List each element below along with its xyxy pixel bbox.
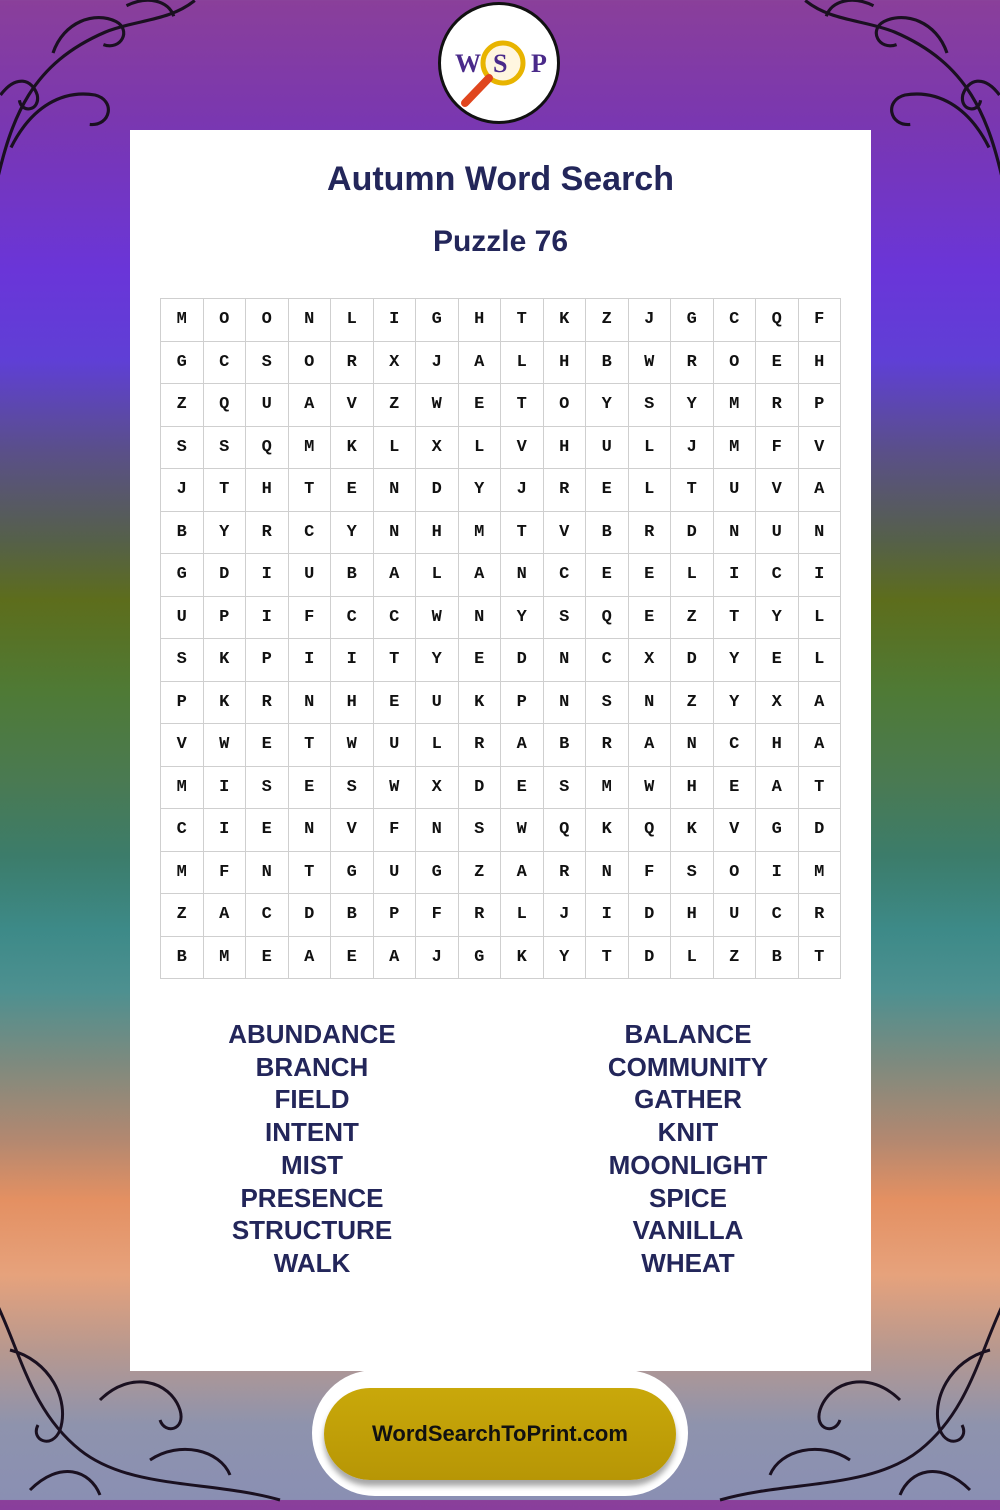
- grid-cell[interactable]: O: [544, 384, 587, 427]
- grid-cell[interactable]: G: [756, 809, 799, 852]
- grid-cell[interactable]: J: [671, 427, 714, 470]
- grid-cell[interactable]: C: [756, 894, 799, 937]
- grid-cell[interactable]: A: [501, 724, 544, 767]
- grid-cell[interactable]: Z: [671, 682, 714, 725]
- grid-cell[interactable]: A: [459, 342, 502, 385]
- grid-cell[interactable]: I: [246, 554, 289, 597]
- grid-cell[interactable]: L: [671, 937, 714, 980]
- grid-cell[interactable]: A: [289, 937, 332, 980]
- grid-cell[interactable]: U: [374, 724, 417, 767]
- grid-cell[interactable]: N: [586, 852, 629, 895]
- grid-cell[interactable]: P: [799, 384, 842, 427]
- grid-cell[interactable]: R: [544, 852, 587, 895]
- grid-cell[interactable]: X: [629, 639, 672, 682]
- grid-cell[interactable]: K: [204, 639, 247, 682]
- grid-cell[interactable]: M: [161, 299, 204, 342]
- grid-cell[interactable]: B: [586, 512, 629, 555]
- grid-cell[interactable]: H: [331, 682, 374, 725]
- grid-cell[interactable]: K: [204, 682, 247, 725]
- grid-cell[interactable]: B: [586, 342, 629, 385]
- grid-cell[interactable]: M: [714, 427, 757, 470]
- grid-cell[interactable]: V: [331, 384, 374, 427]
- grid-cell[interactable]: R: [459, 894, 502, 937]
- word-item: BRANCH: [255, 1051, 369, 1082]
- grid-cell[interactable]: F: [204, 852, 247, 895]
- grid-cell[interactable]: Y: [756, 597, 799, 640]
- grid-cell[interactable]: S: [629, 384, 672, 427]
- word-item: PRESENCE: [240, 1182, 384, 1213]
- puzzle-subtitle: Puzzle 76: [432, 225, 569, 258]
- grid-cell[interactable]: A: [629, 724, 672, 767]
- grid-cell[interactable]: N: [714, 512, 757, 555]
- grid-cell[interactable]: J: [416, 342, 459, 385]
- grid-cell[interactable]: V: [544, 512, 587, 555]
- letter-grid: [160, 298, 841, 979]
- grid-cell[interactable]: R: [331, 342, 374, 385]
- grid-cell[interactable]: V: [161, 724, 204, 767]
- grid-cell[interactable]: E: [331, 937, 374, 980]
- grid-cell[interactable]: H: [416, 512, 459, 555]
- grid-cell[interactable]: T: [289, 852, 332, 895]
- grid-cell[interactable]: Y: [714, 682, 757, 725]
- grid-cell[interactable]: W: [416, 384, 459, 427]
- grid-cell[interactable]: Y: [416, 639, 459, 682]
- word-item: INTENT: [265, 1117, 359, 1148]
- grid-cell[interactable]: K: [671, 809, 714, 852]
- grid-cell[interactable]: N: [416, 809, 459, 852]
- grid-cell[interactable]: S: [544, 767, 587, 810]
- grid-cell[interactable]: G: [161, 554, 204, 597]
- grid-cell[interactable]: M: [714, 384, 757, 427]
- grid-cell[interactable]: B: [161, 512, 204, 555]
- puzzle-title: Autumn Word Search: [327, 160, 674, 198]
- grid-cell[interactable]: R: [586, 724, 629, 767]
- grid-cell[interactable]: Z: [586, 299, 629, 342]
- grid-cell[interactable]: G: [459, 937, 502, 980]
- grid-cell[interactable]: T: [289, 724, 332, 767]
- grid-cell[interactable]: L: [671, 554, 714, 597]
- grid-cell[interactable]: G: [416, 852, 459, 895]
- grid-cell[interactable]: X: [416, 427, 459, 470]
- grid-cell[interactable]: U: [416, 682, 459, 725]
- grid-cell[interactable]: F: [374, 809, 417, 852]
- grid-cell[interactable]: N: [289, 682, 332, 725]
- grid-cell[interactable]: Q: [586, 597, 629, 640]
- site-logo[interactable]: [438, 2, 560, 124]
- grid-cell[interactable]: U: [246, 384, 289, 427]
- grid-cell[interactable]: Y: [586, 384, 629, 427]
- grid-cell[interactable]: S: [161, 427, 204, 470]
- grid-cell[interactable]: C: [289, 512, 332, 555]
- grid-cell[interactable]: Y: [671, 384, 714, 427]
- grid-cell[interactable]: U: [374, 852, 417, 895]
- grid-cell[interactable]: K: [331, 427, 374, 470]
- grid-cell[interactable]: R: [246, 512, 289, 555]
- grid-cell[interactable]: I: [756, 852, 799, 895]
- grid-cell[interactable]: T: [501, 384, 544, 427]
- grid-cell[interactable]: T: [501, 299, 544, 342]
- grid-cell[interactable]: D: [671, 639, 714, 682]
- grid-cell[interactable]: K: [459, 682, 502, 725]
- grid-cell[interactable]: C: [586, 639, 629, 682]
- grid-cell[interactable]: L: [374, 427, 417, 470]
- grid-cell[interactable]: R: [671, 342, 714, 385]
- grid-cell[interactable]: A: [799, 724, 842, 767]
- grid-cell[interactable]: M: [586, 767, 629, 810]
- grid-cell[interactable]: G: [331, 852, 374, 895]
- grid-cell[interactable]: C: [374, 597, 417, 640]
- grid-cell[interactable]: A: [374, 937, 417, 980]
- grid-cell[interactable]: N: [671, 724, 714, 767]
- grid-cell[interactable]: S: [204, 427, 247, 470]
- grid-cell[interactable]: K: [586, 809, 629, 852]
- grid-cell[interactable]: N: [544, 639, 587, 682]
- grid-cell[interactable]: E: [714, 767, 757, 810]
- grid-cell[interactable]: V: [799, 427, 842, 470]
- grid-cell[interactable]: D: [799, 809, 842, 852]
- grid-cell[interactable]: O: [714, 342, 757, 385]
- grid-cell[interactable]: C: [714, 299, 757, 342]
- grid-cell[interactable]: N: [501, 554, 544, 597]
- grid-cell[interactable]: W: [629, 767, 672, 810]
- grid-cell[interactable]: F: [629, 852, 672, 895]
- grid-cell[interactable]: R: [756, 384, 799, 427]
- grid-cell[interactable]: U: [161, 597, 204, 640]
- grid-cell[interactable]: L: [799, 597, 842, 640]
- grid-cell[interactable]: Q: [756, 299, 799, 342]
- grid-cell[interactable]: S: [671, 852, 714, 895]
- grid-cell[interactable]: D: [629, 894, 672, 937]
- grid-cell[interactable]: N: [289, 809, 332, 852]
- grid-cell[interactable]: Z: [671, 597, 714, 640]
- grid-cell[interactable]: I: [204, 767, 247, 810]
- word-item: COMMUNITY: [607, 1051, 769, 1082]
- grid-cell[interactable]: Q: [204, 384, 247, 427]
- grid-cell[interactable]: X: [374, 342, 417, 385]
- grid-cell[interactable]: O: [204, 299, 247, 342]
- grid-cell[interactable]: T: [586, 937, 629, 980]
- grid-cell[interactable]: R: [799, 894, 842, 937]
- grid-cell[interactable]: B: [331, 894, 374, 937]
- grid-cell[interactable]: B: [331, 554, 374, 597]
- grid-cell[interactable]: X: [416, 767, 459, 810]
- grid-cell[interactable]: N: [374, 512, 417, 555]
- grid-cell[interactable]: H: [799, 342, 842, 385]
- logo-letter: P: [531, 49, 547, 78]
- grid-cell[interactable]: E: [289, 767, 332, 810]
- grid-cell[interactable]: I: [374, 299, 417, 342]
- word-item: MIST: [280, 1149, 344, 1180]
- grid-cell[interactable]: A: [204, 894, 247, 937]
- grid-cell[interactable]: I: [246, 597, 289, 640]
- grid-cell[interactable]: A: [799, 469, 842, 512]
- grid-cell[interactable]: G: [161, 342, 204, 385]
- grid-cell[interactable]: W: [501, 809, 544, 852]
- grid-cell[interactable]: D: [629, 937, 672, 980]
- grid-cell[interactable]: D: [416, 469, 459, 512]
- grid-cell[interactable]: N: [246, 852, 289, 895]
- word-item: GATHER: [634, 1084, 742, 1115]
- grid-cell[interactable]: F: [799, 299, 842, 342]
- grid-cell[interactable]: A: [289, 384, 332, 427]
- grid-cell[interactable]: T: [799, 937, 842, 980]
- grid-cell[interactable]: G: [416, 299, 459, 342]
- grid-cell[interactable]: Y: [544, 937, 587, 980]
- grid-cell[interactable]: C: [246, 894, 289, 937]
- grid-cell[interactable]: D: [289, 894, 332, 937]
- grid-cell[interactable]: A: [501, 852, 544, 895]
- grid-cell[interactable]: C: [544, 554, 587, 597]
- word-list-left: [152, 1018, 472, 1280]
- grid-cell[interactable]: S: [246, 342, 289, 385]
- word-item: MOONLIGHT: [608, 1149, 768, 1180]
- grid-cell[interactable]: C: [204, 342, 247, 385]
- grid-cell[interactable]: J: [161, 469, 204, 512]
- grid-cell[interactable]: K: [544, 299, 587, 342]
- grid-cell[interactable]: B: [544, 724, 587, 767]
- grid-cell[interactable]: B: [161, 937, 204, 980]
- grid-cell[interactable]: S: [586, 682, 629, 725]
- grid-cell[interactable]: W: [331, 724, 374, 767]
- grid-cell[interactable]: M: [799, 852, 842, 895]
- word-item: WALK: [273, 1247, 351, 1278]
- grid-cell[interactable]: Z: [161, 894, 204, 937]
- grid-cell[interactable]: Y: [204, 512, 247, 555]
- grid-cell[interactable]: E: [459, 384, 502, 427]
- grid-cell[interactable]: H: [246, 469, 289, 512]
- grid-cell[interactable]: Y: [331, 512, 374, 555]
- grid-cell[interactable]: H: [459, 299, 502, 342]
- grid-cell[interactable]: I: [586, 894, 629, 937]
- grid-cell[interactable]: E: [459, 639, 502, 682]
- grid-cell[interactable]: Z: [459, 852, 502, 895]
- grid-cell[interactable]: A: [459, 554, 502, 597]
- grid-cell[interactable]: U: [714, 469, 757, 512]
- grid-cell[interactable]: L: [416, 724, 459, 767]
- grid-cell[interactable]: J: [544, 894, 587, 937]
- grid-cell[interactable]: C: [161, 809, 204, 852]
- grid-cell[interactable]: P: [501, 682, 544, 725]
- grid-cell[interactable]: I: [799, 554, 842, 597]
- word-item: WHEAT: [641, 1247, 735, 1278]
- word-item: STRUCTURE: [231, 1215, 393, 1246]
- grid-cell[interactable]: S: [161, 639, 204, 682]
- grid-cell[interactable]: O: [246, 299, 289, 342]
- grid-cell[interactable]: T: [374, 639, 417, 682]
- grid-cell[interactable]: P: [246, 639, 289, 682]
- grid-cell[interactable]: R: [459, 724, 502, 767]
- grid-cell[interactable]: T: [671, 469, 714, 512]
- grid-cell[interactable]: V: [714, 809, 757, 852]
- grid-cell[interactable]: E: [246, 809, 289, 852]
- grid-cell[interactable]: Z: [374, 384, 417, 427]
- grid-cell[interactable]: I: [204, 809, 247, 852]
- grid-cell[interactable]: L: [629, 427, 672, 470]
- grid-cell[interactable]: J: [629, 299, 672, 342]
- grid-cell[interactable]: R: [246, 682, 289, 725]
- grid-cell[interactable]: B: [756, 937, 799, 980]
- grid-cell[interactable]: G: [671, 299, 714, 342]
- grid-cell[interactable]: A: [799, 682, 842, 725]
- grid-cell[interactable]: S: [459, 809, 502, 852]
- grid-cell[interactable]: L: [501, 894, 544, 937]
- grid-cell[interactable]: I: [289, 639, 332, 682]
- logo-letter: S: [493, 49, 508, 78]
- grid-cell[interactable]: H: [544, 427, 587, 470]
- grid-cell[interactable]: E: [756, 639, 799, 682]
- grid-cell[interactable]: A: [374, 554, 417, 597]
- grid-cell[interactable]: E: [629, 597, 672, 640]
- grid-cell[interactable]: I: [331, 639, 374, 682]
- grid-cell[interactable]: C: [331, 597, 374, 640]
- grid-cell[interactable]: O: [289, 342, 332, 385]
- grid-cell[interactable]: M: [161, 852, 204, 895]
- grid-cell[interactable]: L: [799, 639, 842, 682]
- grid-cell[interactable]: L: [331, 299, 374, 342]
- grid-cell[interactable]: T: [501, 512, 544, 555]
- grid-cell[interactable]: E: [586, 554, 629, 597]
- grid-cell[interactable]: V: [501, 427, 544, 470]
- grid-cell[interactable]: Q: [629, 809, 672, 852]
- grid-cell[interactable]: Y: [714, 639, 757, 682]
- grid-cell[interactable]: S: [544, 597, 587, 640]
- grid-cell[interactable]: W: [629, 342, 672, 385]
- site-link-button[interactable]: WordSearchToPrint.com: [324, 1388, 676, 1480]
- grid-cell[interactable]: D: [204, 554, 247, 597]
- grid-cell[interactable]: C: [714, 724, 757, 767]
- grid-cell[interactable]: L: [416, 554, 459, 597]
- grid-cell[interactable]: Q: [246, 427, 289, 470]
- word-item: KNIT: [657, 1117, 719, 1148]
- grid-cell[interactable]: V: [331, 809, 374, 852]
- grid-cell[interactable]: H: [544, 342, 587, 385]
- grid-cell[interactable]: E: [246, 937, 289, 980]
- word-item: ABUNDANCE: [228, 1019, 396, 1049]
- grid-cell[interactable]: L: [629, 469, 672, 512]
- grid-cell[interactable]: P: [161, 682, 204, 725]
- grid-cell[interactable]: N: [799, 512, 842, 555]
- grid-cell[interactable]: J: [416, 937, 459, 980]
- grid-cell[interactable]: U: [714, 894, 757, 937]
- grid-cell[interactable]: U: [289, 554, 332, 597]
- grid-cell[interactable]: E: [246, 724, 289, 767]
- grid-cell[interactable]: Z: [714, 937, 757, 980]
- grid-cell[interactable]: P: [374, 894, 417, 937]
- word-list-right: [528, 1018, 848, 1280]
- grid-cell[interactable]: X: [756, 682, 799, 725]
- grid-cell[interactable]: E: [374, 682, 417, 725]
- grid-cell[interactable]: O: [714, 852, 757, 895]
- grid-cell[interactable]: F: [289, 597, 332, 640]
- grid-cell[interactable]: M: [289, 427, 332, 470]
- grid-cell[interactable]: P: [204, 597, 247, 640]
- grid-cell[interactable]: E: [629, 554, 672, 597]
- grid-cell[interactable]: S: [331, 767, 374, 810]
- grid-cell[interactable]: T: [799, 767, 842, 810]
- grid-cell[interactable]: L: [501, 342, 544, 385]
- grid-cell[interactable]: R: [544, 469, 587, 512]
- grid-cell[interactable]: D: [501, 639, 544, 682]
- grid-cell[interactable]: Y: [501, 597, 544, 640]
- grid-cell[interactable]: E: [586, 469, 629, 512]
- grid-cell[interactable]: D: [459, 767, 502, 810]
- grid-cell[interactable]: I: [714, 554, 757, 597]
- grid-cell[interactable]: H: [671, 767, 714, 810]
- grid-cell[interactable]: N: [459, 597, 502, 640]
- grid-cell[interactable]: E: [331, 469, 374, 512]
- grid-cell[interactable]: J: [501, 469, 544, 512]
- grid-cell[interactable]: L: [459, 427, 502, 470]
- grid-cell[interactable]: K: [501, 937, 544, 980]
- grid-cell[interactable]: W: [204, 724, 247, 767]
- grid-cell[interactable]: T: [204, 469, 247, 512]
- word-item: SPICE: [648, 1182, 728, 1213]
- grid-cell[interactable]: C: [756, 554, 799, 597]
- grid-cell[interactable]: Y: [459, 469, 502, 512]
- grid-cell[interactable]: F: [416, 894, 459, 937]
- grid-cell[interactable]: W: [416, 597, 459, 640]
- grid-cell[interactable]: D: [671, 512, 714, 555]
- grid-cell[interactable]: H: [756, 724, 799, 767]
- grid-cell[interactable]: R: [629, 512, 672, 555]
- grid-cell[interactable]: N: [289, 299, 332, 342]
- grid-cell[interactable]: H: [671, 894, 714, 937]
- grid-cell[interactable]: M: [459, 512, 502, 555]
- puzzle-card: [130, 130, 871, 1371]
- word-item: FIELD: [274, 1084, 350, 1115]
- grid-cell[interactable]: Q: [544, 809, 587, 852]
- grid-cell[interactable]: M: [161, 767, 204, 810]
- grid-cell[interactable]: V: [756, 469, 799, 512]
- grid-cell[interactable]: U: [586, 427, 629, 470]
- grid-cell[interactable]: N: [629, 682, 672, 725]
- grid-cell[interactable]: M: [204, 937, 247, 980]
- grid-cell[interactable]: Z: [161, 384, 204, 427]
- grid-cell[interactable]: A: [756, 767, 799, 810]
- grid-cell[interactable]: T: [714, 597, 757, 640]
- grid-cell[interactable]: E: [756, 342, 799, 385]
- grid-cell[interactable]: W: [374, 767, 417, 810]
- word-item: VANILLA: [632, 1215, 744, 1246]
- grid-cell[interactable]: S: [246, 767, 289, 810]
- grid-cell[interactable]: U: [756, 512, 799, 555]
- grid-cell[interactable]: N: [544, 682, 587, 725]
- grid-cell[interactable]: N: [374, 469, 417, 512]
- word-item: BALANCE: [624, 1019, 752, 1049]
- grid-cell[interactable]: F: [756, 427, 799, 470]
- logo-letter: W: [455, 49, 481, 78]
- grid-cell[interactable]: T: [289, 469, 332, 512]
- grid-cell[interactable]: E: [501, 767, 544, 810]
